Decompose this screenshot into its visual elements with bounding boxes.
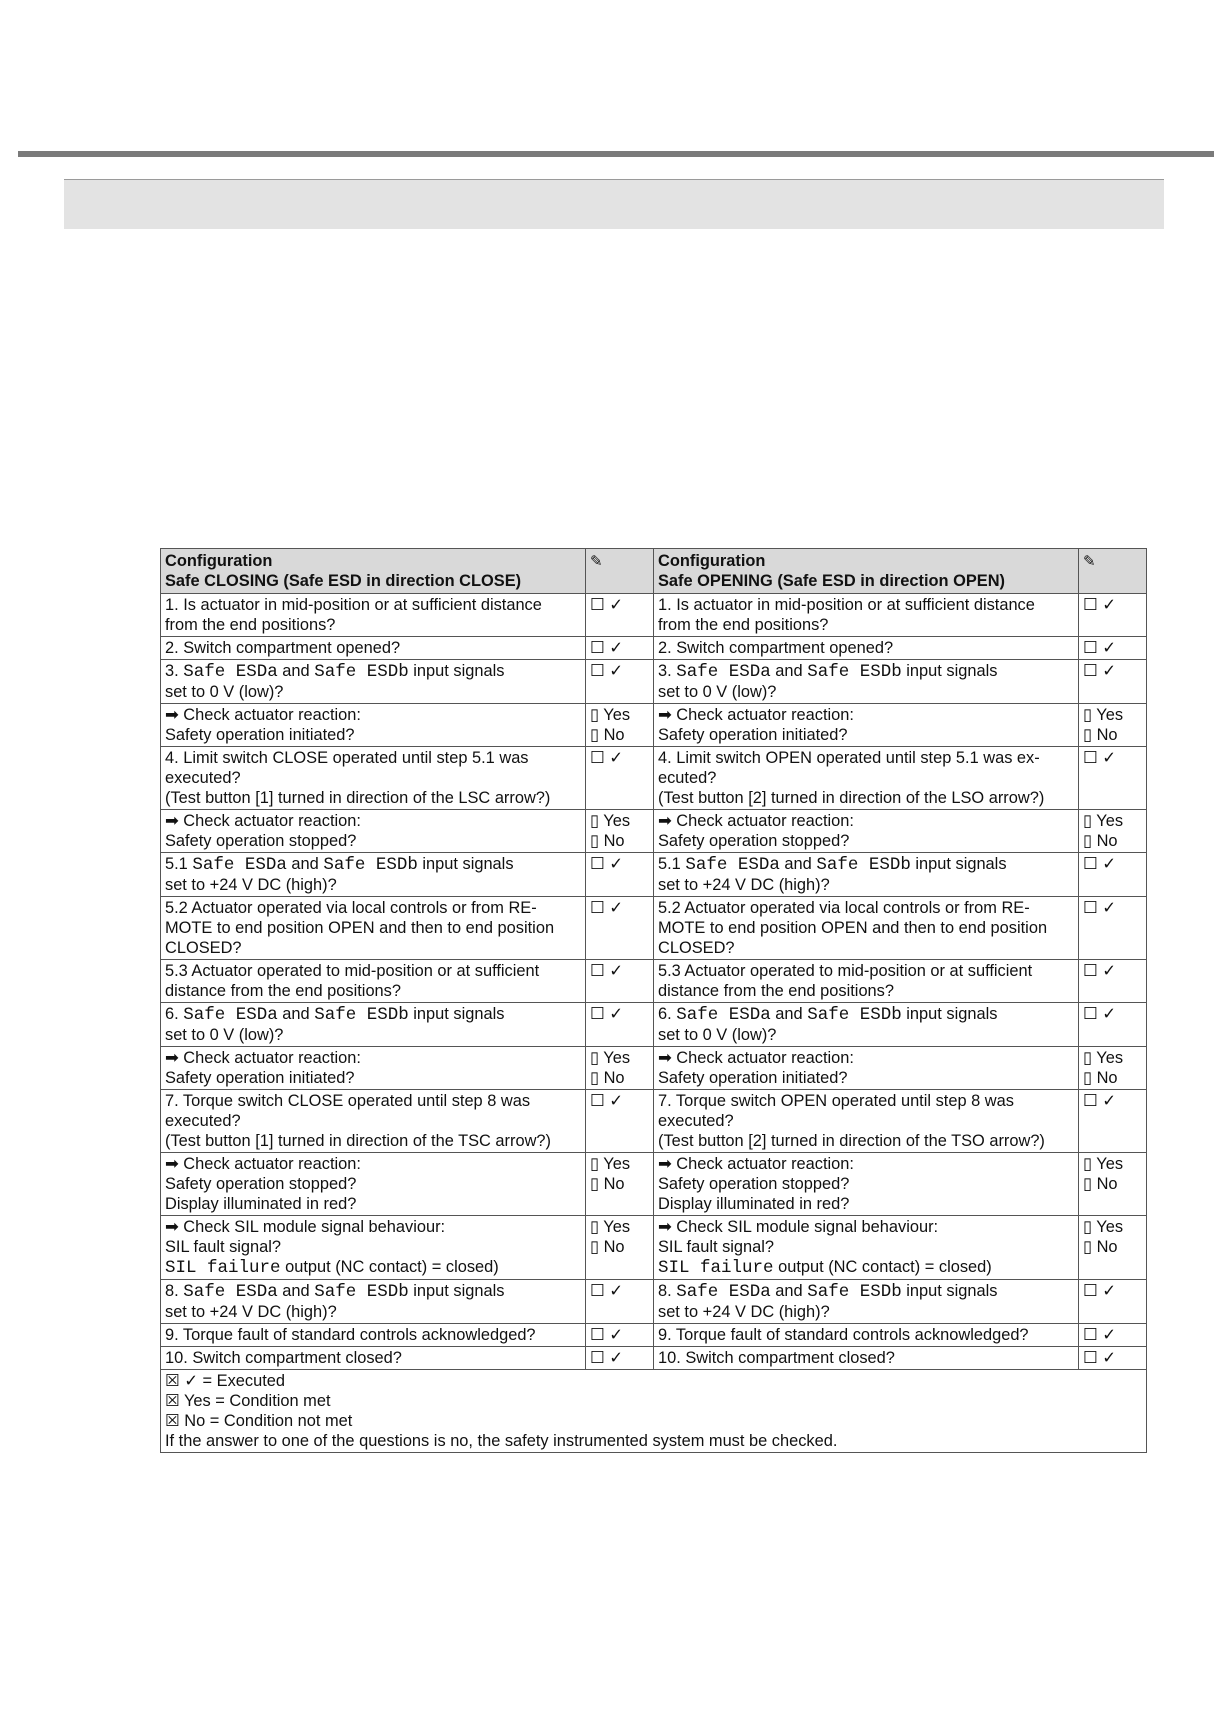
checklist-row	[161, 660, 1147, 704]
left-header-subtitle: Safe CLOSING (Safe ESD in direction CLOSE)	[165, 572, 522, 590]
question-text: 2. Switch compartment opened?	[658, 639, 894, 657]
step-number: 6.	[165, 1005, 184, 1023]
yes-checkbox[interactable]: ▯ Yes	[590, 1218, 631, 1236]
question-text: 7. Torque switch OPEN operated until step 8 was	[658, 1092, 1014, 1110]
opening-question-cell	[654, 897, 1079, 960]
no-checkbox[interactable]: ▯ No	[590, 832, 625, 850]
signal-name: SIL failure	[658, 1258, 774, 1278]
question-text: ecuted?	[658, 769, 717, 787]
question-text: set to 0 V (low)?	[165, 1026, 284, 1044]
executed-checkbox[interactable]: ☐ ✓	[590, 749, 623, 767]
question-text: from the end positions?	[658, 616, 829, 634]
question-text: input signals	[408, 1282, 505, 1300]
left-header-title: Configuration	[165, 552, 273, 570]
closing-question-cell	[161, 1003, 586, 1047]
opening-question-cell	[654, 1347, 1079, 1370]
yes-checkbox[interactable]: ▯ Yes	[590, 812, 631, 830]
opening-mark-cell[interactable]	[1079, 960, 1147, 1003]
closing-mark-cell[interactable]	[586, 1347, 654, 1370]
checklist-row	[161, 897, 1147, 960]
signal-name: Safe ESDa	[676, 662, 771, 682]
question-text: ➡ Check SIL module signal behaviour:	[658, 1218, 939, 1236]
no-checkbox[interactable]: ▯ No	[590, 1069, 625, 1087]
question-text: output (NC contact) = closed)	[773, 1258, 992, 1276]
yes-checkbox[interactable]: ▯ Yes	[590, 1155, 631, 1173]
no-checkbox[interactable]: ▯ No	[1083, 832, 1118, 850]
checklist-row	[161, 1090, 1147, 1153]
step-number: 8.	[165, 1282, 184, 1300]
question-text: executed?	[658, 1112, 734, 1130]
question-text: 5.3 Actuator operated to mid-position or at sufficient	[658, 962, 1033, 980]
opening-question-cell	[654, 660, 1079, 704]
header-band	[64, 179, 1164, 229]
step-number: 8.	[658, 1282, 677, 1300]
question-text: distance from the end positions?	[165, 982, 401, 1000]
question-text: input signals	[910, 855, 1007, 873]
legend-line: ☒ No = Condition not met	[165, 1412, 353, 1430]
step-number: 3.	[165, 662, 184, 680]
executed-checkbox[interactable]: ☐ ✓	[590, 639, 623, 657]
question-text: input signals	[901, 1005, 998, 1023]
signal-name: Safe ESDa	[676, 1282, 771, 1302]
executed-checkbox[interactable]: ☐ ✓	[1083, 1005, 1116, 1023]
closing-mark-cell[interactable]	[586, 637, 654, 660]
closing-mark-cell[interactable]	[586, 810, 654, 853]
question-text: 4. Limit switch CLOSE operated until step 5.1 was	[165, 749, 529, 767]
conjunction: and	[770, 1282, 808, 1300]
no-checkbox[interactable]: ▯ No	[590, 1238, 625, 1256]
step-number: 5.1	[165, 855, 193, 873]
signal-name: Safe ESDb	[314, 1282, 409, 1302]
question-text: Display illuminated in red?	[658, 1195, 850, 1213]
checklist-row	[161, 1324, 1147, 1347]
question-text: output (NC contact) = closed)	[280, 1258, 499, 1276]
closing-question-cell	[161, 897, 586, 960]
step-number: 3.	[658, 662, 677, 680]
opening-question-cell	[654, 1003, 1079, 1047]
question-text: CLOSED?	[658, 939, 735, 957]
signal-name: Safe ESDb	[807, 662, 902, 682]
checklist-row	[161, 1216, 1147, 1280]
question-text: 5.2 Actuator operated via local controls or from RE-	[165, 899, 537, 917]
signal-name: Safe ESDb	[314, 662, 409, 682]
checklist-row	[161, 704, 1147, 747]
question-text: set to +24 V DC (high)?	[165, 876, 337, 894]
question-text: ➡ Check actuator reaction:	[165, 1049, 361, 1067]
yes-checkbox[interactable]: ▯ Yes	[1083, 1218, 1124, 1236]
conjunction: and	[277, 1282, 315, 1300]
signal-name: Safe ESDb	[807, 1005, 902, 1025]
closing-mark-cell[interactable]	[586, 594, 654, 637]
question-text: 9. Torque fault of standard controls acknowledged?	[165, 1326, 536, 1344]
executed-checkbox[interactable]: ☐ ✓	[1083, 1092, 1116, 1110]
question-text: Safety operation initiated?	[658, 1069, 848, 1087]
closing-mark-cell[interactable]	[586, 1153, 654, 1216]
question-text: set to +24 V DC (high)?	[165, 1303, 337, 1321]
signal-name: Safe ESDa	[183, 662, 278, 682]
executed-checkbox[interactable]: ☐ ✓	[590, 1092, 623, 1110]
question-text: input signals	[408, 1005, 505, 1023]
conjunction: and	[286, 855, 324, 873]
legend-row	[161, 1370, 1147, 1453]
closing-mark-cell[interactable]	[586, 704, 654, 747]
right-mark-header-cell	[1079, 549, 1147, 594]
executed-checkbox[interactable]: ☐ ✓	[590, 855, 623, 873]
question-text: distance from the end positions?	[658, 982, 894, 1000]
opening-mark-cell[interactable]	[1079, 1047, 1147, 1090]
executed-checkbox[interactable]: ☐ ✓	[1083, 855, 1116, 873]
question-text: set to +24 V DC (high)?	[658, 1303, 830, 1321]
conjunction: and	[770, 1005, 808, 1023]
legend-line: ☒ Yes = Condition met	[165, 1392, 331, 1410]
signal-name: Safe ESDa	[685, 855, 780, 875]
question-text: ➡ Check actuator reaction:	[658, 1049, 854, 1067]
closing-question-cell	[161, 960, 586, 1003]
checklist-row	[161, 1347, 1147, 1370]
opening-mark-cell[interactable]	[1079, 747, 1147, 810]
question-text: 1. Is actuator in mid-position or at sufficient distance	[165, 596, 542, 614]
question-text: set to +24 V DC (high)?	[658, 876, 830, 894]
opening-mark-cell[interactable]	[1079, 897, 1147, 960]
question-text: Display illuminated in red?	[165, 1195, 357, 1213]
question-text: input signals	[901, 1282, 998, 1300]
question-text: executed?	[165, 769, 241, 787]
question-text: SIL fault signal?	[658, 1238, 775, 1256]
opening-mark-cell[interactable]	[1079, 853, 1147, 897]
opening-question-cell	[654, 810, 1079, 853]
no-checkbox[interactable]: ▯ No	[590, 1175, 625, 1193]
executed-checkbox[interactable]: ☐ ✓	[1083, 1282, 1116, 1300]
top-rule	[18, 151, 1214, 157]
question-text: CLOSED?	[165, 939, 242, 957]
right-header-cell	[654, 549, 1079, 594]
executed-checkbox[interactable]: ☐ ✓	[1083, 962, 1116, 980]
question-text: input signals	[408, 662, 505, 680]
checklist-row	[161, 810, 1147, 853]
executed-checkbox[interactable]: ☐ ✓	[1083, 1326, 1116, 1344]
opening-question-cell	[654, 1216, 1079, 1280]
checklist-row	[161, 1047, 1147, 1090]
opening-question-cell	[654, 704, 1079, 747]
opening-mark-cell[interactable]	[1079, 704, 1147, 747]
question-text: ➡ Check actuator reaction:	[165, 1155, 361, 1173]
opening-question-cell	[654, 1280, 1079, 1324]
yes-checkbox[interactable]: ▯ Yes	[1083, 1049, 1124, 1067]
closing-question-cell	[161, 1347, 586, 1370]
opening-question-cell	[654, 1324, 1079, 1347]
signal-name: Safe ESDb	[314, 1005, 409, 1025]
checklist-row	[161, 853, 1147, 897]
question-text: (Test button [2] turned in direction of the TSO arrow?)	[658, 1132, 1045, 1150]
question-text: Safety operation stopped?	[165, 832, 357, 850]
yes-checkbox[interactable]: ▯ Yes	[1083, 706, 1124, 724]
closing-question-cell	[161, 637, 586, 660]
question-text: Safety operation initiated?	[165, 1069, 355, 1087]
opening-mark-cell[interactable]	[1079, 594, 1147, 637]
left-header-cell	[161, 549, 586, 594]
question-text: ➡ Check actuator reaction:	[658, 812, 854, 830]
no-checkbox[interactable]: ▯ No	[1083, 1069, 1118, 1087]
question-text: from the end positions?	[165, 616, 336, 634]
question-text: Safety operation stopped?	[658, 832, 850, 850]
question-text: 5.2 Actuator operated via local controls or from RE-	[658, 899, 1030, 917]
yes-checkbox[interactable]: ▯ Yes	[1083, 812, 1124, 830]
signal-name: Safe ESDb	[323, 855, 418, 875]
question-text: ➡ Check actuator reaction:	[165, 812, 361, 830]
legend-line: ☒ ✓ = Executed	[165, 1372, 286, 1390]
question-text: 4. Limit switch OPEN operated until step 5.1 was ex-	[658, 749, 1040, 767]
closing-mark-cell[interactable]	[586, 747, 654, 810]
opening-mark-cell[interactable]	[1079, 1216, 1147, 1280]
no-checkbox[interactable]: ▯ No	[590, 726, 625, 744]
legend-line: If the answer to one of the questions is no, the safety instrumented system must be checked.	[165, 1432, 838, 1450]
opening-mark-cell[interactable]	[1079, 1090, 1147, 1153]
closing-mark-cell[interactable]	[586, 960, 654, 1003]
opening-question-cell	[654, 1047, 1079, 1090]
step-number: 5.1	[658, 855, 686, 873]
checklist-row	[161, 1153, 1147, 1216]
conjunction: and	[277, 1005, 315, 1023]
closing-mark-cell[interactable]	[586, 1003, 654, 1047]
opening-mark-cell[interactable]	[1079, 1347, 1147, 1370]
question-text: ➡ Check actuator reaction:	[165, 706, 361, 724]
question-text: set to 0 V (low)?	[658, 1026, 777, 1044]
executed-checkbox[interactable]: ☐ ✓	[590, 596, 623, 614]
closing-question-cell	[161, 1216, 586, 1280]
question-text: 9. Torque fault of standard controls acknowledged?	[658, 1326, 1029, 1344]
question-text: (Test button [1] turned in direction of the LSC arrow?)	[165, 789, 551, 807]
step-number: 6.	[658, 1005, 677, 1023]
yes-checkbox[interactable]: ▯ Yes	[1083, 1155, 1124, 1173]
opening-mark-cell[interactable]	[1079, 1280, 1147, 1324]
signal-name: Safe ESDa	[676, 1005, 771, 1025]
closing-question-cell	[161, 1047, 586, 1090]
executed-checkbox[interactable]: ☐ ✓	[590, 1282, 623, 1300]
signal-name: Safe ESDb	[807, 1282, 902, 1302]
signal-name: Safe ESDa	[183, 1282, 278, 1302]
question-text: 10. Switch compartment closed?	[165, 1349, 402, 1367]
legend-cell	[161, 1370, 1147, 1453]
question-text: 2. Switch compartment opened?	[165, 639, 401, 657]
question-text: 10. Switch compartment closed?	[658, 1349, 895, 1367]
opening-question-cell	[654, 1153, 1079, 1216]
closing-question-cell	[161, 1324, 586, 1347]
right-header-subtitle: Safe OPENING (Safe ESD in direction OPEN)	[658, 572, 1006, 590]
executed-checkbox[interactable]: ☐ ✓	[1083, 596, 1116, 614]
opening-mark-cell[interactable]	[1079, 810, 1147, 853]
opening-question-cell	[654, 747, 1079, 810]
signal-name: SIL failure	[165, 1258, 281, 1278]
executed-checkbox[interactable]: ☐ ✓	[1083, 749, 1116, 767]
checklist-row	[161, 594, 1147, 637]
closing-mark-cell[interactable]	[586, 1090, 654, 1153]
question-text: MOTE to end position OPEN and then to end position	[165, 919, 555, 937]
closing-mark-cell[interactable]	[586, 853, 654, 897]
executed-checkbox[interactable]: ☐ ✓	[1083, 639, 1116, 657]
executed-checkbox[interactable]: ☐ ✓	[1083, 899, 1116, 917]
executed-checkbox[interactable]: ☐ ✓	[590, 1326, 623, 1344]
signal-name: Safe ESDb	[816, 855, 911, 875]
question-text: executed?	[165, 1112, 241, 1130]
pencil-icon: ✎	[1083, 553, 1096, 570]
checklist-row	[161, 1280, 1147, 1324]
closing-mark-cell[interactable]	[586, 1216, 654, 1280]
executed-checkbox[interactable]: ☐ ✓	[590, 962, 623, 980]
question-text: (Test button [2] turned in direction of the LSO arrow?)	[658, 789, 1045, 807]
question-text: Safety operation initiated?	[165, 726, 355, 744]
conjunction: and	[770, 662, 808, 680]
question-text: set to 0 V (low)?	[658, 683, 777, 701]
question-text: ➡ Check actuator reaction:	[658, 1155, 854, 1173]
question-text: SIL fault signal?	[165, 1238, 282, 1256]
closing-question-cell	[161, 660, 586, 704]
opening-mark-cell[interactable]	[1079, 660, 1147, 704]
commissioning-checklist	[160, 548, 1147, 1453]
signal-name: Safe ESDa	[183, 1005, 278, 1025]
checklist-row	[161, 747, 1147, 810]
question-text: Safety operation initiated?	[658, 726, 848, 744]
checklist-row	[161, 637, 1147, 660]
conjunction: and	[277, 662, 315, 680]
question-text: ➡ Check actuator reaction:	[658, 706, 854, 724]
closing-question-cell	[161, 1280, 586, 1324]
closing-mark-cell[interactable]	[586, 1047, 654, 1090]
signal-name: Safe ESDa	[192, 855, 287, 875]
closing-mark-cell[interactable]	[586, 897, 654, 960]
opening-mark-cell[interactable]	[1079, 1324, 1147, 1347]
conjunction: and	[779, 855, 817, 873]
yes-checkbox[interactable]: ▯ Yes	[590, 706, 631, 724]
no-checkbox[interactable]: ▯ No	[1083, 726, 1118, 744]
opening-mark-cell[interactable]	[1079, 637, 1147, 660]
closing-question-cell	[161, 1090, 586, 1153]
question-text: input signals	[901, 662, 998, 680]
closing-mark-cell[interactable]	[586, 1324, 654, 1347]
opening-mark-cell[interactable]	[1079, 1003, 1147, 1047]
opening-question-cell	[654, 1090, 1079, 1153]
question-text: 7. Torque switch CLOSE operated until step 8 was	[165, 1092, 531, 1110]
executed-checkbox[interactable]: ☐ ✓	[590, 899, 623, 917]
closing-mark-cell[interactable]	[586, 660, 654, 704]
no-checkbox[interactable]: ▯ No	[1083, 1238, 1118, 1256]
pencil-icon: ✎	[590, 553, 603, 570]
no-checkbox[interactable]: ▯ No	[1083, 1175, 1118, 1193]
right-header-title: Configuration	[658, 552, 766, 570]
executed-checkbox[interactable]: ☐ ✓	[1083, 662, 1116, 680]
opening-question-cell	[654, 960, 1079, 1003]
left-mark-header-cell	[586, 549, 654, 594]
question-text: input signals	[417, 855, 514, 873]
checklist-row	[161, 960, 1147, 1003]
closing-question-cell	[161, 704, 586, 747]
executed-checkbox[interactable]: ☐ ✓	[590, 1349, 623, 1367]
checklist-row	[161, 1003, 1147, 1047]
question-text: ➡ Check SIL module signal behaviour:	[165, 1218, 446, 1236]
question-text: MOTE to end position OPEN and then to end position	[658, 919, 1048, 937]
checklist-header-row	[161, 549, 1147, 594]
question-text: 5.3 Actuator operated to mid-position or at sufficient	[165, 962, 540, 980]
closing-mark-cell[interactable]	[586, 1280, 654, 1324]
executed-checkbox[interactable]: ☐ ✓	[1083, 1349, 1116, 1367]
yes-checkbox[interactable]: ▯ Yes	[590, 1049, 631, 1067]
question-text: Safety operation stopped?	[165, 1175, 357, 1193]
closing-question-cell	[161, 747, 586, 810]
executed-checkbox[interactable]: ☐ ✓	[590, 1005, 623, 1023]
closing-question-cell	[161, 594, 586, 637]
question-text: 1. Is actuator in mid-position or at sufficient distance	[658, 596, 1035, 614]
closing-question-cell	[161, 853, 586, 897]
executed-checkbox[interactable]: ☐ ✓	[590, 662, 623, 680]
question-text: Safety operation stopped?	[658, 1175, 850, 1193]
closing-question-cell	[161, 1153, 586, 1216]
opening-mark-cell[interactable]	[1079, 1153, 1147, 1216]
question-text: (Test button [1] turned in direction of the TSC arrow?)	[165, 1132, 551, 1150]
closing-question-cell	[161, 810, 586, 853]
opening-question-cell	[654, 853, 1079, 897]
question-text: set to 0 V (low)?	[165, 683, 284, 701]
opening-question-cell	[654, 594, 1079, 637]
opening-question-cell	[654, 637, 1079, 660]
